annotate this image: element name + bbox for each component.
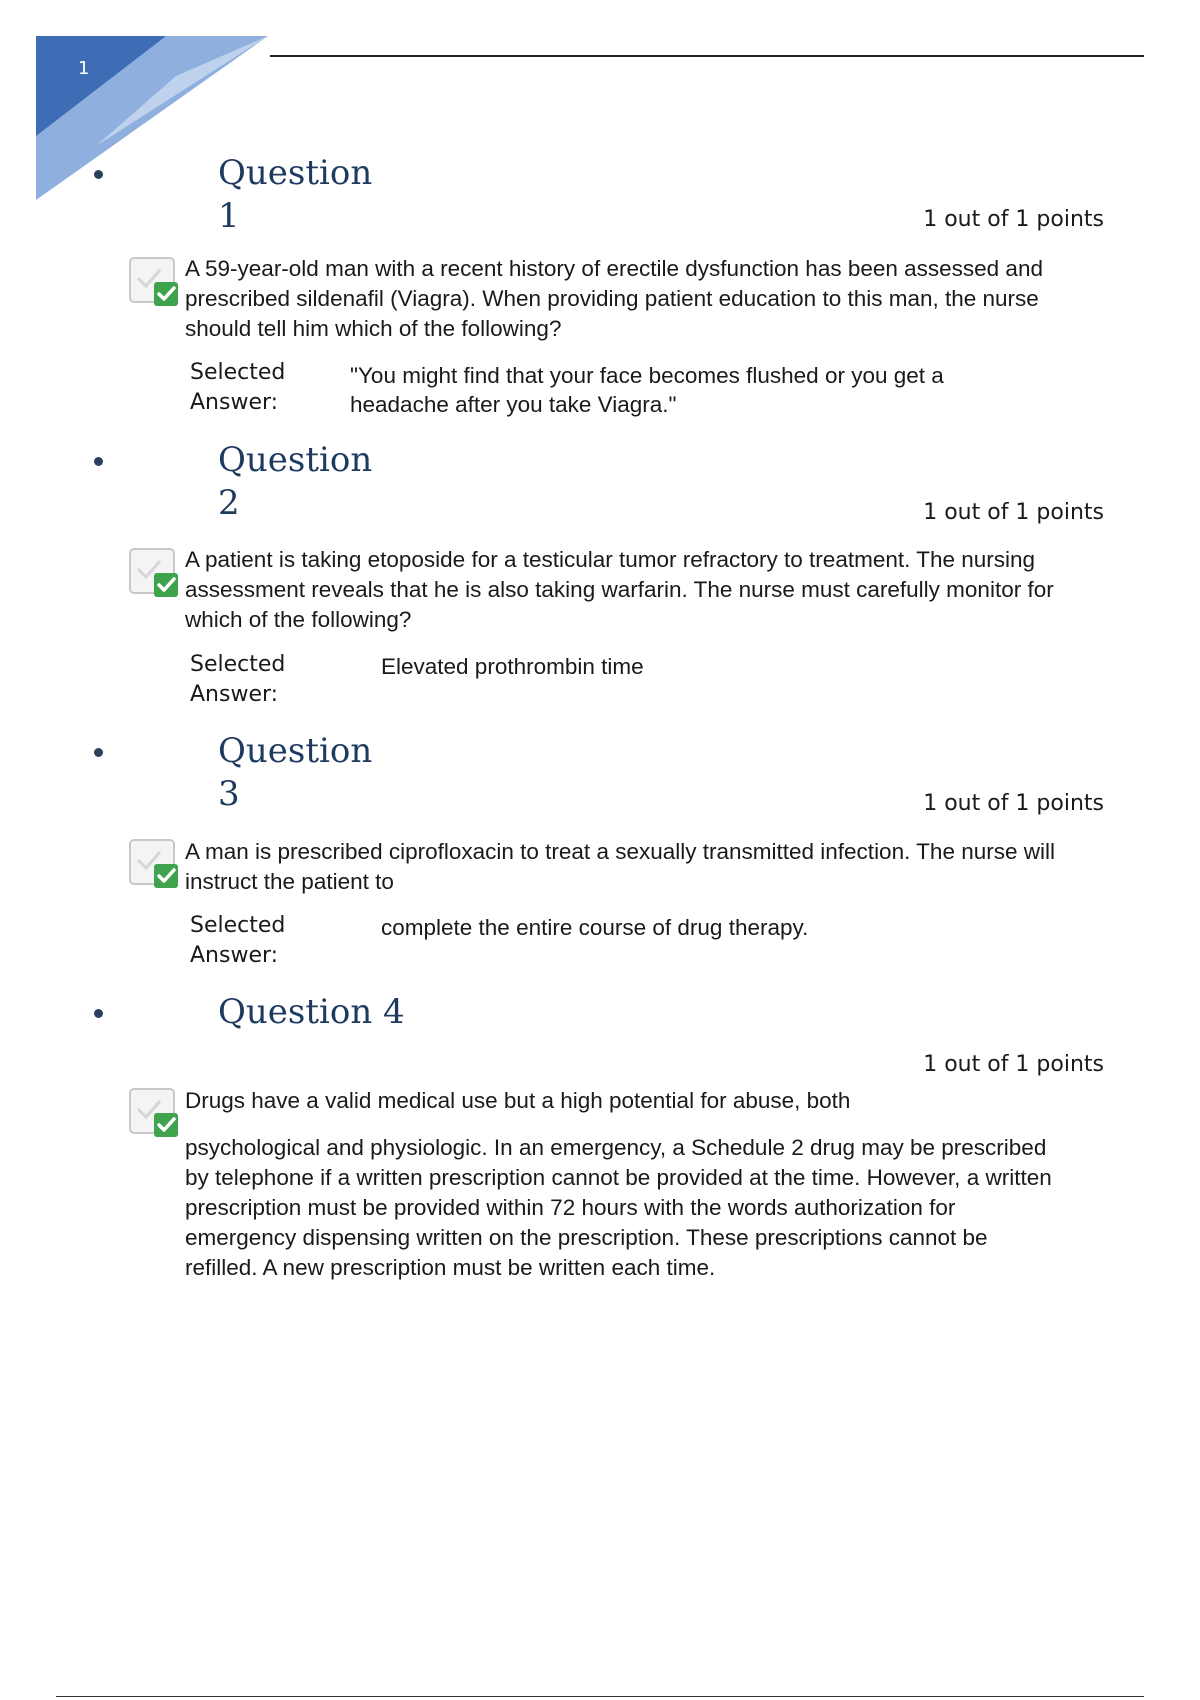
question-1-title [218,152,498,238]
correct-check-icon [128,838,180,890]
header-rule [270,55,1144,57]
question-1-title-number: 1 [218,196,240,236]
question-4-title: Question 4 [218,992,405,1032]
selected-label-line-1: Selected [190,913,286,938]
question-2-points: 1 out of 1 points [923,500,1104,525]
question-2-text: A patient is taking etoposide for a testicular tumor refractory to treatment. The nursing assessment reveals that he is also taking warfarin. The nurse must carefully monitor for which of the following? [185,547,1054,632]
question-3-title-number: 3 [218,774,240,814]
bullet-question-2 [94,457,103,466]
question-3-title-word: Question [218,731,373,771]
question-1-title-word: Question [218,153,373,193]
question-1-points: 1 out of 1 points [923,207,1104,232]
selected-label-line-1: Selected [190,652,286,677]
bullet-question-4 [94,1009,103,1018]
selected-label-line-1: Selected [190,360,286,385]
question-1-text: A 59-year-old man with a recent history of erectile dysfunction has been assessed and prescribed sildenafil (Viagra). When providing patient education to this man, the nurse should tell him which of the following? [185,256,1043,341]
footer-rule [56,1696,1144,1697]
question-4-text-rest: psychological and physiologic. In an emergency, a Schedule 2 drug may be prescribed by telephone if a written prescription cannot be provided at the time. However, a written prescription must be provided within 72 hours with the words authorization for emergency dispensing written on the prescription. These prescriptions cannot be refilled. A new prescription must be written each time. [185,1135,1052,1280]
question-1-answer: "You might find that your face becomes flushed or you get a headache after you take Viagra." [350,363,944,417]
question-2-title [218,439,498,525]
bullet-question-1 [94,170,103,179]
question-3-text: A man is prescribed ciprofloxacin to treat a sexually transmitted infection. The nurse will instruct the patient to [185,839,1055,894]
question-3-points: 1 out of 1 points [923,791,1104,816]
question-2-answer: Elevated prothrombin time [381,654,644,679]
question-2-title-word: Question [218,440,373,480]
question-3-answer: complete the entire course of drug therapy. [381,915,809,940]
question-2-title-number: 2 [218,483,240,523]
question-3-title [218,730,498,816]
question-4-text-line-1: Drugs have a valid medical use but a high potential for abuse, both [185,1088,851,1113]
bullet-question-3 [94,748,103,757]
selected-label-line-2: Answer: [190,943,279,968]
correct-check-icon [128,547,180,599]
selected-label-line-2: Answer: [190,390,279,415]
question-2-selected-label [190,650,285,710]
page-number: 1 [78,58,90,79]
selected-label-line-2: Answer: [190,682,279,707]
question-4-points: 1 out of 1 points [923,1052,1104,1077]
question-3-selected-label [190,911,285,971]
correct-check-icon [128,1087,180,1139]
question-1-selected-label [190,358,285,418]
correct-check-icon [128,256,180,308]
